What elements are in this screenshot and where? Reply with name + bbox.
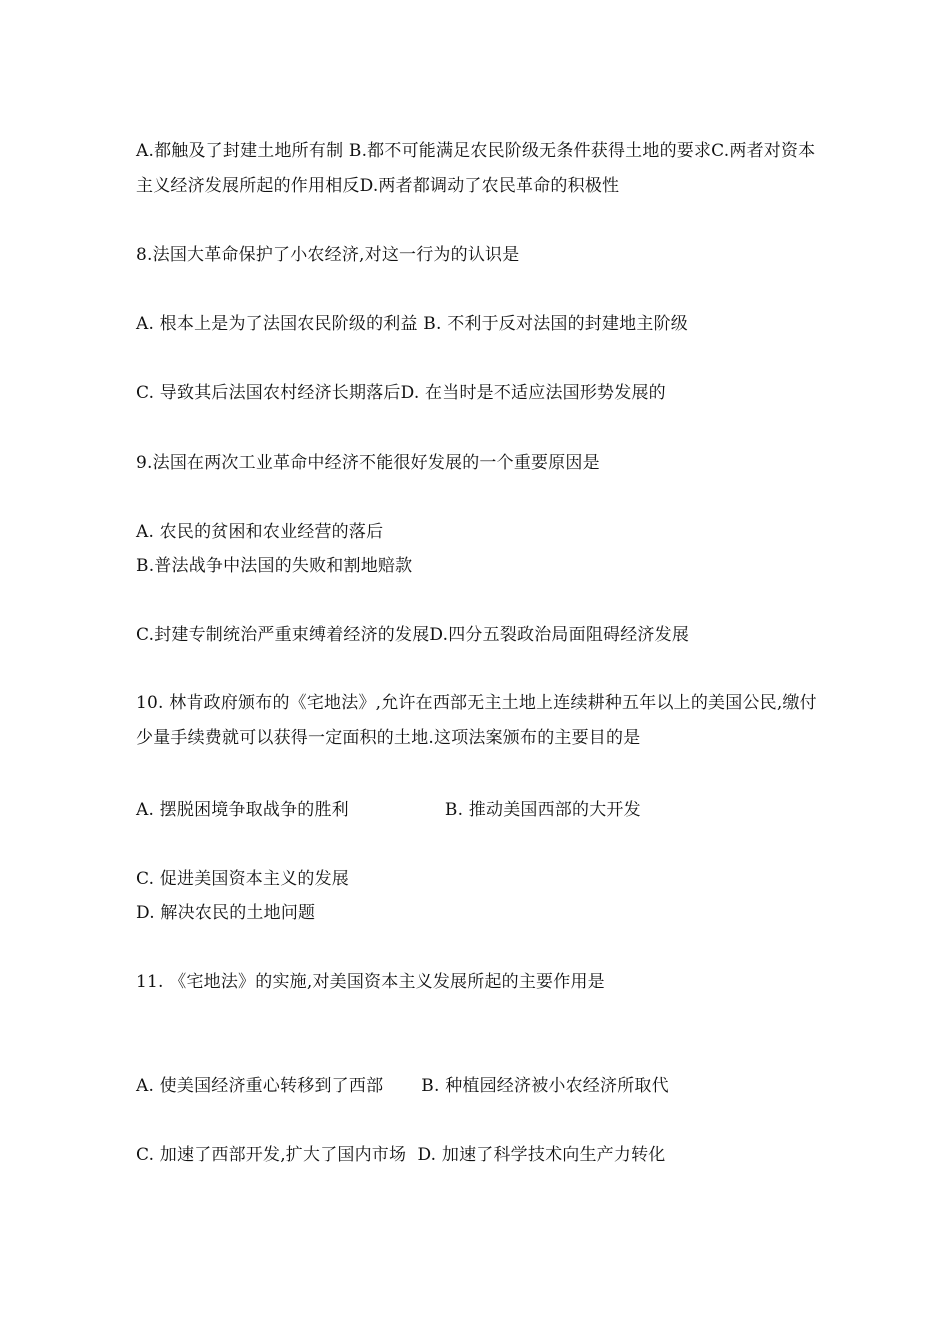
question-8-options-ab: A. 根本上是为了法国农民阶级的利益 B. 不利于反对法国的封建地主阶级 bbox=[136, 314, 688, 334]
question-11-stem: 11. 《宅地法》的实施,对美国资本主义发展所起的主要作用是 bbox=[136, 972, 605, 992]
question-9-stem: 9.法国在两次工业革命中经济不能很好发展的一个重要原因是 bbox=[136, 453, 600, 473]
question-11-options-ab bbox=[136, 1075, 826, 1097]
question-10-option-c: C. 促进美国资本主义的发展 bbox=[136, 869, 350, 889]
question-10-option-a: A. 摆脱困境争取战争的胜利 bbox=[136, 800, 349, 820]
question-11-option-d: D. 加速了科学技术向生产力转化 bbox=[417, 1145, 666, 1165]
question-11-option-b: B. 种植园经济被小农经济所取代 bbox=[421, 1076, 669, 1096]
question-11-options-cd bbox=[136, 1144, 826, 1166]
question-10-option-b: B. 推动美国西部的大开发 bbox=[444, 800, 641, 820]
question-8-options-cd: C. 导致其后法国农村经济长期落后D. 在当时是不适应法国形势发展的 bbox=[136, 383, 666, 403]
question-8-stem: 8.法国大革命保护了小农经济,对这一行为的认识是 bbox=[136, 245, 520, 265]
question-10-stem: 10. 林肯政府颁布的《宅地法》,允许在西部无主土地上连续耕种五年以上的美国公民,缴付少量手续费就可以获得一定面积的土地.这项法案颁布的主要目的是 bbox=[136, 693, 817, 748]
question-10-options-ab bbox=[136, 799, 826, 821]
question-11-option-c: C. 加速了西部开发,扩大了国内市场 bbox=[136, 1145, 407, 1165]
question-9-option-b: B.普法战争中法国的失败和割地赔款 bbox=[136, 556, 413, 576]
question-11-option-a: A. 使美国经济重心转移到了西部 bbox=[136, 1076, 384, 1096]
question-9-option-a: A. 农民的贫困和农业经营的落后 bbox=[136, 522, 384, 542]
question-7-options: A.都触及了封建土地所有制 B.都不可能满足农民阶级无条件获得土地的要求C.两者对资本主义经济发展所起的作用相反D.两者都调动了农民革命的积极性 bbox=[136, 141, 816, 196]
question-10-option-d: D. 解决农民的土地问题 bbox=[136, 903, 316, 923]
question-9-options-cd: C.封建专制统治严重束缚着经济的发展D.四分五裂政治局面阻碍经济发展 bbox=[136, 625, 690, 645]
